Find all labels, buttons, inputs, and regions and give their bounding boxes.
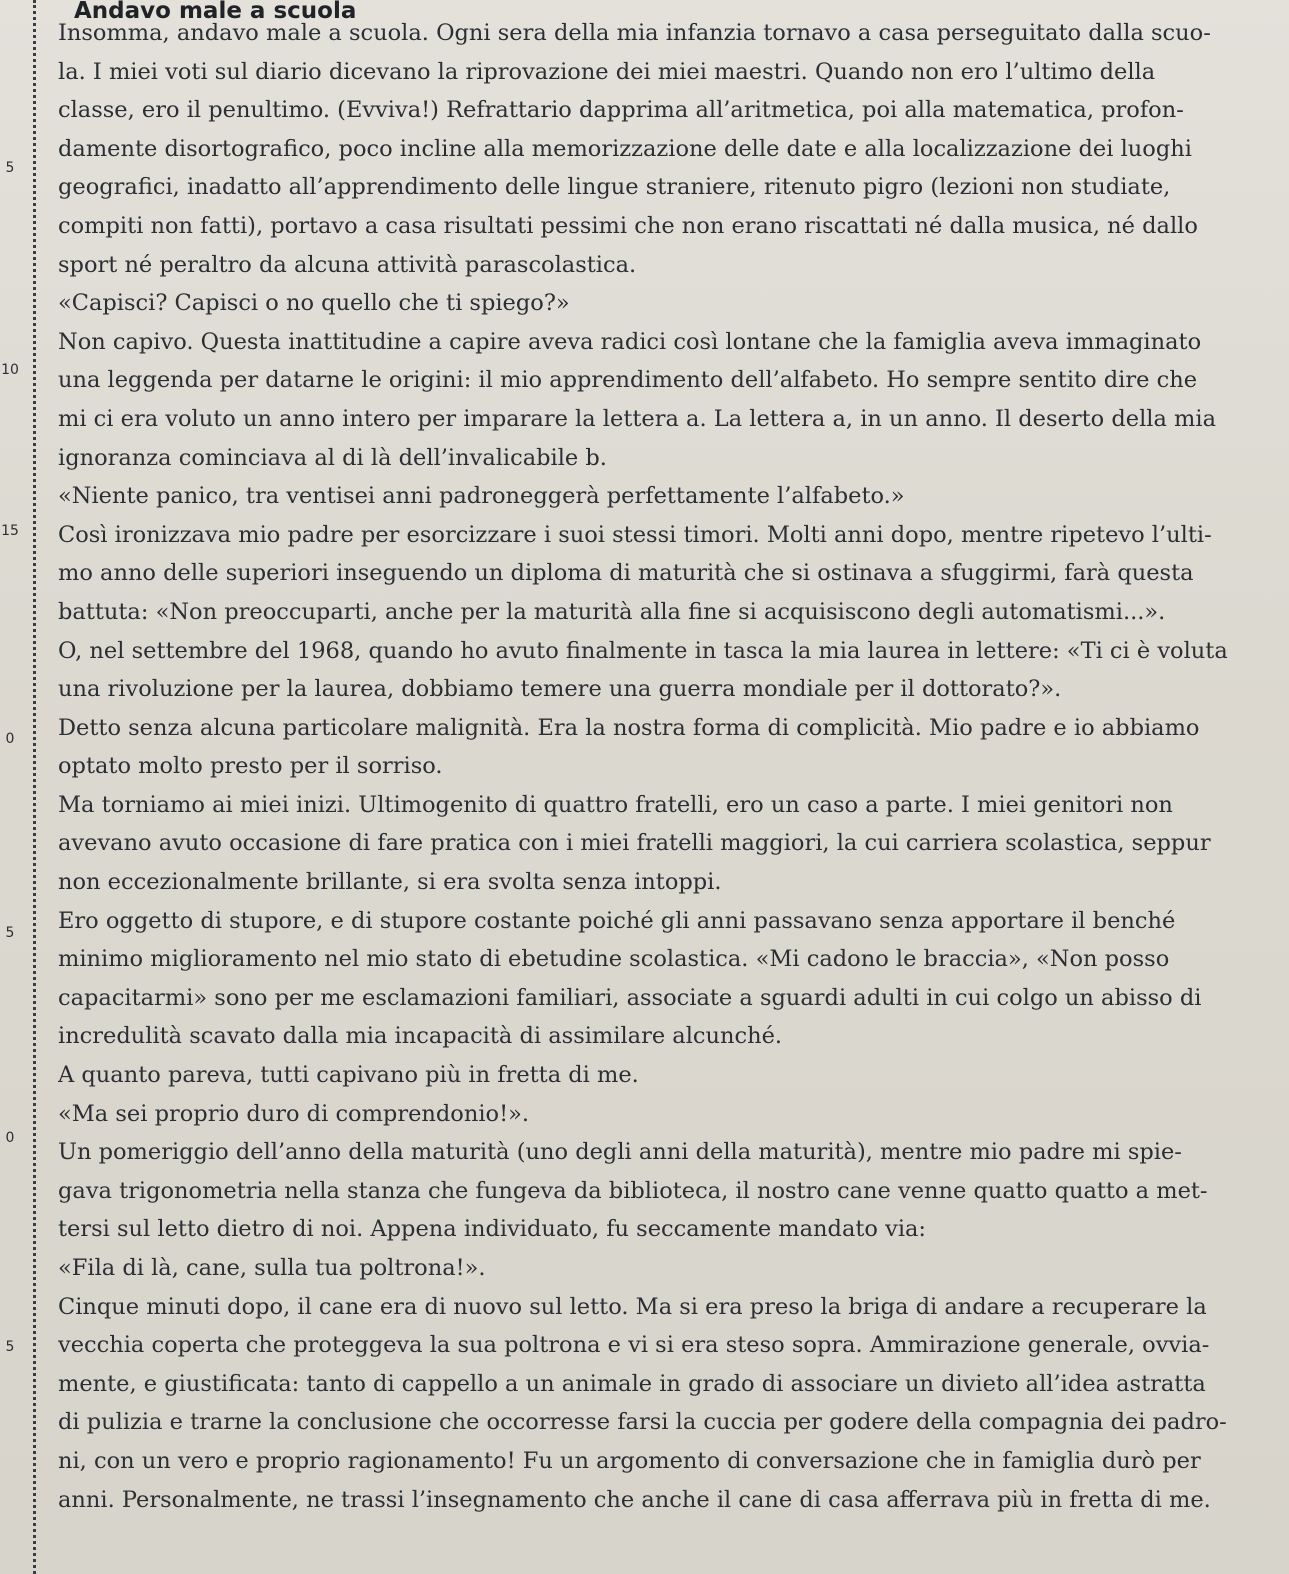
text-line: incredulità scavato dalla mia incapacità di assimilare alcunché.	[58, 1023, 783, 1050]
text-line: Così ironizzava mio padre per esorcizzare i suoi stessi timori. Molti anni dopo, mentre ripetevo l’ulti-	[58, 521, 1212, 548]
line-number: 15	[1, 523, 19, 539]
line-number: 5	[5, 925, 15, 941]
text-line: compiti non fatti), portavo a casa risultati pessimi che non erano riscattati né dalla musica, né dallo	[58, 212, 1198, 239]
line-number: 10	[1, 362, 19, 378]
text-line: O, nel settembre del 1968, quando ho avuto finalmente in tasca la mia laurea in lettere: «Ti ci è voluta	[58, 637, 1228, 664]
text-line: Ero oggetto di stupore, e di stupore costante poiché gli anni passavano senza apportare il benché	[58, 907, 1176, 934]
text-line: minimo miglioramento nel mio stato di ebetudine scolastica. «Mi cadono le braccia», «Non posso	[58, 946, 1170, 973]
text-line: damente disortografico, poco incline alla memorizzazione delle date e alla localizzazione dei luoghi	[58, 135, 1192, 162]
chapter-title: Andavo male a scuola	[74, 0, 357, 24]
text-line: ni, con un vero e proprio ragionamento! Fu un argomento di conversazione che in famiglia durò per	[58, 1447, 1201, 1474]
text-line: tersi sul letto dietro di noi. Appena individuato, fu seccamente mandato via:	[58, 1216, 927, 1243]
text-line: gava trigonometria nella stanza che fungeva da biblioteca, il nostro cane venne quatto quatto a met-	[58, 1177, 1208, 1204]
text-line: la. I miei voti sul diario dicevano la riprovazione dei miei maestri. Quando non ero l’ultimo della	[58, 58, 1156, 85]
margin-dotted-rule	[33, 0, 36, 1574]
text-line: vecchia coperta che proteggeva la sua poltrona e vi si era steso sopra. Ammirazione generale, ovvia-	[58, 1332, 1210, 1359]
text-line: geografici, inadatto all’apprendimento delle lingue straniere, ritenuto pigro (lezioni non studiate,	[58, 174, 1171, 201]
text-line: Ma torniamo ai miei inizi. Ultimogenito di quattro fratelli, ero un caso a parte. I miei genitori non	[58, 791, 1173, 818]
text-line: «Ma sei proprio duro di comprendonio!».	[58, 1100, 530, 1127]
text-line: una rivoluzione per la laurea, dobbiamo temere una guerra mondiale per il dottorato?».	[58, 676, 1062, 703]
text-line: anni. Personalmente, ne trassi l’insegnamento che anche il cane di casa afferrava più in fretta di me.	[58, 1486, 1211, 1513]
text-line: battuta: «Non preoccuparti, anche per la maturità alla fine si acquisiscono degli automatismi...».	[58, 598, 1166, 625]
text-line: mente, e giustificata: tanto di cappello a un animale in grado di associare un divieto all’idea astratta	[58, 1370, 1206, 1397]
text-line: mi ci era voluto un anno intero per imparare la lettera a. La lettera a, in un anno. Il deserto della mia	[58, 405, 1216, 432]
text-line: classe, ero il penultimo. (Evviva!) Refrattario dapprima all’aritmetica, poi alla matematica, profon-	[58, 97, 1184, 124]
text-line: Non capivo. Questa inattitudine a capire aveva radici così lontane che la famiglia aveva immaginato	[58, 328, 1202, 355]
line-number: 5	[5, 1339, 15, 1355]
text-line: Cinque minuti dopo, il cane era di nuovo sul letto. Ma si era preso la briga di andare a recuperare la	[58, 1293, 1207, 1320]
text-line: mo anno delle superiori inseguendo un diploma di maturità che si ostinava a sfuggirmi, farà questa	[58, 560, 1194, 587]
text-line: ignoranza cominciava al di là dell’invalicabile b.	[58, 444, 607, 471]
line-number: 5	[5, 160, 15, 176]
text-line: sport né peraltro da alcuna attività parascolastica.	[58, 251, 637, 278]
text-line: capacitarmi» sono per me esclamazioni familiari, associate a sguardi adulti in cui colgo un abisso di	[58, 984, 1202, 1011]
text-line: avevano avuto occasione di fare pratica con i miei fratelli maggiori, la cui carriera scolastica, seppur	[58, 830, 1211, 857]
text-line: non eccezionalmente brillante, si era svolta senza intoppi.	[58, 869, 722, 896]
text-line: Detto senza alcuna particolare malignità. Era la nostra forma di complicità. Mio padre e io abbiamo	[58, 714, 1200, 741]
text-line: Insomma, andavo male a scuola. Ogni sera della mia infanzia tornavo a casa perseguitato dalla scuo-	[58, 20, 1211, 46]
text-line: optato molto presto per il sorriso.	[58, 753, 443, 780]
text-line: Un pomeriggio dell’anno della maturità (uno degli anni della maturità), mentre mio padre mi spie-	[58, 1139, 1182, 1166]
text-line: «Capisci? Capisci o no quello che ti spiego?»	[58, 290, 570, 317]
text-line: «Fila di là, cane, sulla tua poltrona!».	[58, 1255, 486, 1281]
line-number: 0	[5, 731, 15, 747]
text-line: A quanto pareva, tutti capivano più in fretta di me.	[58, 1062, 639, 1089]
text-line: «Niente panico, tra ventisei anni padroneggerà perfettamente l’alfabeto.»	[58, 483, 905, 510]
text-line: di pulizia e trarne la conclusione che occorresse farsi la cuccia per godere della compagnia dei padro-	[58, 1409, 1227, 1436]
body-text	[58, 14, 1278, 1519]
line-number: 0	[5, 1130, 15, 1146]
text-line: una leggenda per datarne le origini: il mio apprendimento dell’alfabeto. Ho sempre sentito dire che	[58, 367, 1198, 394]
